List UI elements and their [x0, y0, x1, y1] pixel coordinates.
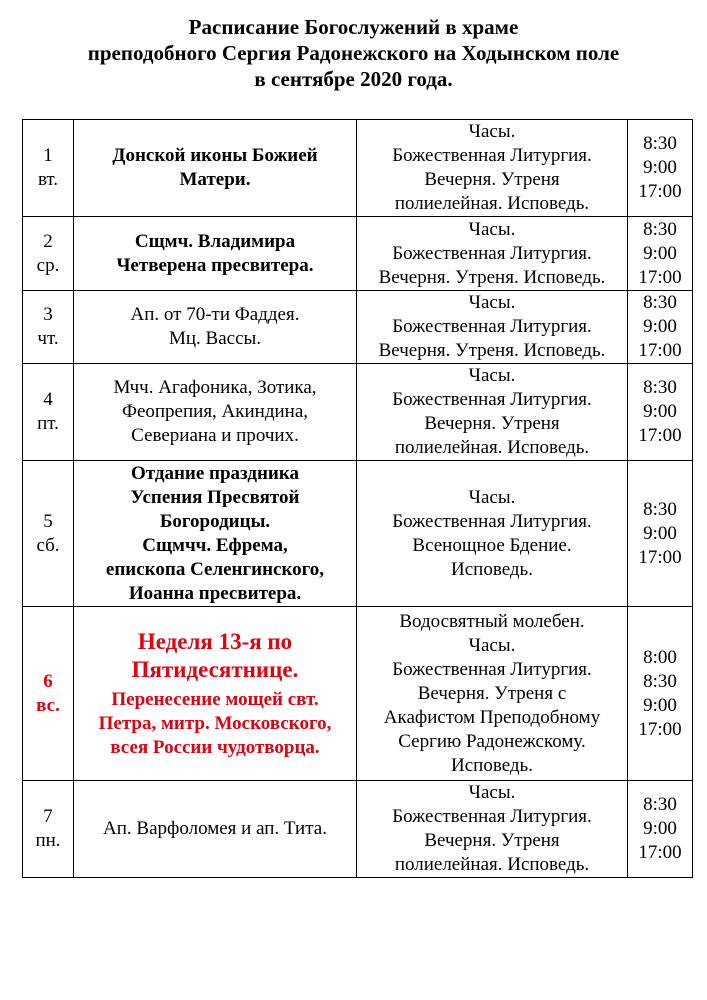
- service-time: 9:00: [643, 316, 677, 337]
- service-line: Часы.: [468, 292, 516, 313]
- service-time: 17:00: [638, 340, 682, 361]
- times-cell: [628, 461, 693, 607]
- times-cell: [628, 291, 693, 364]
- service-line: Божественная Литургия.: [392, 145, 592, 166]
- service-time: 8:30: [643, 794, 677, 815]
- weekday: вс.: [36, 694, 60, 716]
- services-cell: [357, 461, 628, 607]
- weekday: ср.: [36, 254, 60, 276]
- service-line: Исповедь.: [451, 754, 533, 776]
- feast-line: Матери.: [179, 169, 251, 190]
- times-cell: [628, 364, 693, 461]
- service-line: Часы.: [468, 365, 516, 386]
- day-number: 6: [43, 670, 53, 692]
- service-line: Часы.: [468, 782, 516, 803]
- day-cell: [23, 120, 74, 217]
- service-time: 8:30: [643, 218, 677, 240]
- service-time: 8:30: [643, 498, 677, 520]
- weekday: вт.: [37, 169, 59, 190]
- feast-cell: [74, 217, 357, 291]
- feast-line: Феопрепия, Акиндина,: [121, 401, 309, 422]
- day-number: 7: [43, 806, 53, 827]
- title-line-1: Расписание Богослужений в храме: [188, 15, 519, 39]
- day-number: 2: [43, 230, 53, 252]
- schedule-body: [23, 120, 693, 878]
- table-row: [23, 781, 693, 878]
- table-row: [23, 461, 693, 607]
- day-cell: [23, 607, 74, 781]
- day-number: 5: [43, 510, 53, 532]
- services-cell: [357, 120, 628, 217]
- service-time: 9:00: [643, 242, 677, 264]
- service-time: 8:00: [643, 646, 677, 668]
- feast-line: всея России чудотворца.: [110, 736, 320, 758]
- feast-line: Сщмчч. Ефрема,: [142, 534, 288, 556]
- day-number: 1: [43, 145, 53, 166]
- service-line: Вечерня. Утреня с: [417, 682, 567, 704]
- feast-line: Мчч. Агафоника, Зотика,: [113, 377, 317, 398]
- service-time: 8:30: [643, 377, 677, 398]
- feast-line: Перенесение мощей свт.: [111, 688, 319, 710]
- day-cell: [23, 217, 74, 291]
- service-line: полиелейная. Исповедь.: [394, 193, 590, 214]
- feast-cell: [74, 607, 357, 781]
- service-line: Вечерня. Утреня: [424, 169, 560, 190]
- service-line: полиелейная. Исповедь.: [394, 437, 590, 458]
- feast-line: Четверена пресвитера.: [116, 254, 314, 276]
- day-cell: [23, 364, 74, 461]
- service-line: Вечерня. Утреня: [424, 830, 560, 851]
- table-row: [23, 607, 693, 781]
- service-time: 8:30: [643, 133, 677, 154]
- service-line: Божественная Литургия.: [392, 806, 592, 827]
- table-row: [23, 217, 693, 291]
- schedule-table: [22, 119, 693, 878]
- feast-line: Богородицы.: [159, 510, 271, 532]
- service-time: 17:00: [638, 718, 682, 740]
- feast-line: Севериана и прочих.: [131, 425, 299, 446]
- service-line: Вечерня. Утреня: [424, 413, 560, 434]
- feast-line: Успения Пресвятой: [130, 486, 300, 508]
- service-line: Сергию Радонежскому.: [398, 730, 586, 752]
- service-time: 9:00: [643, 401, 677, 422]
- service-time: 17:00: [638, 181, 682, 202]
- feast-line: Ап. Варфоломея и ап. Тита.: [103, 818, 327, 839]
- weekday: пн.: [35, 830, 61, 851]
- day-cell: [23, 781, 74, 878]
- service-line: Водосвятный молебен.: [399, 610, 585, 632]
- service-time: 9:00: [643, 522, 677, 544]
- service-time: 9:00: [643, 157, 677, 178]
- service-time: 17:00: [638, 842, 682, 863]
- table-row: [23, 291, 693, 364]
- weekday: чт.: [37, 328, 59, 349]
- feast-cell: [74, 364, 357, 461]
- feast-title-line: Пятидесятнице.: [131, 656, 299, 682]
- service-time: 8:30: [643, 292, 677, 313]
- feast-line: Петра, митр. Московского,: [98, 712, 332, 734]
- times-cell: [628, 120, 693, 217]
- day-cell: [23, 461, 74, 607]
- service-line: Исповедь.: [451, 558, 533, 580]
- service-time: 17:00: [638, 546, 682, 568]
- feast-cell: [74, 461, 357, 607]
- service-line: Божественная Литургия.: [392, 242, 592, 264]
- services-cell: [357, 364, 628, 461]
- service-line: Всенощное Бдение.: [412, 534, 572, 556]
- weekday: пт.: [37, 413, 59, 434]
- times-cell: [628, 217, 693, 291]
- feast-line: Донской иконы Божией: [112, 145, 318, 166]
- feast-cell: [74, 291, 357, 364]
- table-row: [23, 364, 693, 461]
- service-time: 17:00: [638, 266, 682, 288]
- services-cell: [357, 291, 628, 364]
- feast-line: Ап. от 70-ти Фаддея.: [130, 304, 300, 325]
- service-line: Акафистом Преподобному: [383, 706, 601, 728]
- feast-line: Отдание праздника: [130, 462, 300, 484]
- service-time: 9:00: [643, 694, 677, 716]
- service-line: Божественная Литургия.: [392, 316, 592, 337]
- feast-line: Сщмч. Владимира: [134, 230, 296, 252]
- service-line: Вечерня. Утреня. Исповедь.: [378, 340, 606, 361]
- table-row: [23, 120, 693, 217]
- feast-cell: [74, 120, 357, 217]
- weekday: сб.: [36, 534, 60, 556]
- services-cell: [357, 781, 628, 878]
- feast-title-line: Неделя 13-я по: [137, 628, 293, 654]
- service-line: Божественная Литургия.: [392, 510, 592, 532]
- times-cell: [628, 781, 693, 878]
- day-number: 3: [43, 304, 53, 325]
- feast-line: епископа Селенгинского,: [105, 558, 325, 580]
- service-line: полиелейная. Исповедь.: [394, 854, 590, 875]
- page-title: [0, 14, 707, 92]
- service-line: Часы.: [468, 486, 516, 508]
- feast-cell: [74, 781, 357, 878]
- service-time: 17:00: [638, 425, 682, 446]
- services-cell: [357, 607, 628, 781]
- feast-line: Мц. Вассы.: [168, 328, 262, 349]
- service-line: Часы.: [468, 121, 516, 142]
- times-cell: [628, 607, 693, 781]
- service-line: Часы.: [468, 634, 516, 656]
- title-line-2: преподобного Сергия Радонежского на Ходынском поле: [87, 41, 620, 65]
- day-cell: [23, 291, 74, 364]
- service-line: Часы.: [468, 218, 516, 240]
- day-number: 4: [43, 389, 53, 410]
- service-line: Божественная Литургия.: [392, 389, 592, 410]
- service-time: 9:00: [643, 818, 677, 839]
- feast-line: Иоанна пресвитера.: [128, 582, 302, 604]
- service-time: 8:30: [643, 670, 677, 692]
- service-line: Вечерня. Утреня. Исповедь.: [378, 266, 606, 288]
- services-cell: [357, 217, 628, 291]
- title-line-3: в сентябре 2020 года.: [254, 67, 453, 91]
- service-line: Божественная Литургия.: [392, 658, 592, 680]
